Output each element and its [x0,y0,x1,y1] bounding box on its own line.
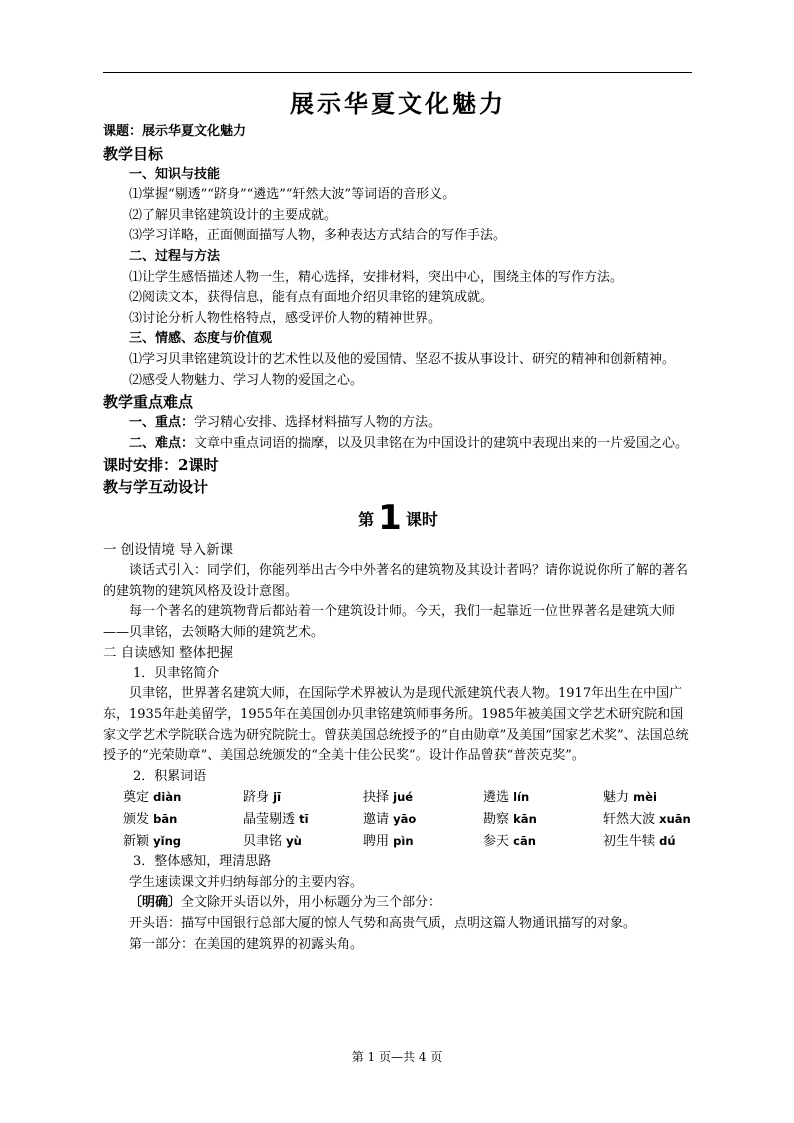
vocab-entry: 轩然大波 xuān [603,812,691,828]
lesson-suffix: 课时 [405,510,438,530]
goals-sub1: 一、知识与技能 [129,166,221,182]
vocab-entry: 新颖 yǐng [123,833,182,849]
document-body [103,86,693,955]
section2-item3: 3．整体感知，理清思路 [133,854,272,870]
goal-item: ⑴让学生感悟描述人物一生，精心选择，安排材料，突出中心，围绕主体的写作方法。 [129,269,624,285]
goal-item: ⑶学习详略，正面侧面描写人物，多种表达方式结合的写作手法。 [129,228,507,244]
goal-item: ⑴学习贝聿铭建筑设计的艺术性以及他的爱国情、坚忍不拔从事设计、研究的精神和创新精神。 [129,351,676,367]
section2-para: 第一部分：在美国的建筑界的初露头角。 [129,936,364,952]
goal-item: ⑵感受人物魅力、学习人物的爱国之心。 [129,372,364,388]
bio-paragraph: 贝聿铭，世界著名建筑大师，在国际学术界被认为是现代派建筑代表人物。1917年出生在中国广东，1935年赴美留学，1955年在美国创办贝聿铭建筑师事务所。1985年被美国文学艺术研究院和国家文学艺术学院联合选为研究院院士。曾获美国总统授予的“自由勋章”及美国“国家艺术奖”、法国总统授予的“光荣勋章”、美国总统颁发的“全美十佳公民奖”。设计作品曾获“普茨克奖”。 [103,686,689,764]
answer-text: 全文除开头语以外，用小标题分为三个部分： [181,895,442,911]
goal-item: ⑴掌握“剔透”“跻身”“遴选”“轩然大波”等词语的音形义。 [129,187,456,203]
vocab-grid [103,787,693,852]
vocab-entry: 参天 cān [483,833,536,849]
vocab-entry: 颁发 bān [123,812,178,828]
answer-label: 〔明确〕 [129,895,182,911]
section2-item2: 2．积累词语 [133,768,207,784]
lesson-number: 1 [378,498,402,539]
goal-item: ⑶讨论分析人物性格特点，感受评价人物的精神世界。 [129,310,442,326]
vocab-entry: 奠定 diàn [123,790,182,806]
vocab-entry: 晶莹剔透 tī [243,812,309,828]
section2-para: 学生速读课文并归纳每部分的主要内容。 [129,874,364,890]
vocab-entry: 魅力 mèi [603,790,657,806]
vocab-entry: 聘用 pìn [363,833,414,849]
vocab-entry: 初生牛犊 dú [603,833,676,849]
schedule-line: 课时安排：2课时 [103,456,219,475]
goals-sub2: 二、过程与方法 [129,248,221,264]
vocab-entry: 邀请 yāo [363,812,417,828]
vocab-entry: 遴选 lín [483,790,530,806]
vocab-entry: 勘察 kān [483,812,537,828]
vocab-entry: 跻身 jī [243,790,282,806]
goal-item: ⑵阅读文本，获得信息，能有点有面地介绍贝聿铭的建筑成就。 [129,290,494,306]
section2-item1: 1．贝聿铭简介 [133,665,220,681]
goal-item: ⑵了解贝聿铭建筑设计的主要成就。 [129,207,338,223]
lesson-prefix: 第 [358,510,375,530]
section2-answer [103,893,693,914]
design-heading: 教与学互动设计 [103,478,209,497]
section2-heading: 二 自读感知 整体把握 [103,645,234,662]
goals-heading: 教学目标 [103,144,164,163]
section1-para: 每一个著名的建筑物背后都站着一个建筑设计师。今天，我们一起靠近一位世界著名是建筑大师——贝聿铭，去领略大师的建筑艺术。 [103,604,676,640]
key-heading: 教学重点难点 [103,393,194,412]
document-title: 展示华夏文化魅力 [290,89,506,118]
page-footer: 第 1 页—共 4 页 [351,1050,443,1064]
focus-text: 学习精心安排、选择材料描写人物的方法。 [194,415,442,431]
focus-line [103,413,693,434]
vocab-entry: 贝聿铭 yù [243,833,302,849]
topic-line: 课题：展示华夏文化魅力 [103,124,247,139]
goals-sub3: 三、情感、态度与价值观 [129,331,273,347]
difficulty-text: 文章中重点词语的揣摩，以及贝聿铭在为中国设计的建筑中表现出来的一片爱国之心。 [194,435,689,451]
focus-label: 一、重点： [129,415,195,431]
header-rule [103,72,692,73]
section2-para: 开头语：描写中国银行总部大厦的惊人气势和高贵气质，点明这篇人物通讯描写的对象。 [129,916,637,931]
section1-heading: 一 创设情境 导入新课 [103,542,234,559]
vocab-entry: 抉择 jué [363,790,414,806]
lesson-heading [103,498,693,540]
section1-para: 谈话式引入：同学们，你能列举出古今中外著名的建筑物及其设计者吗？请你说说你所了解的著名的建筑物的建筑风格及设计意图。 [103,562,689,599]
difficulty-label: 二、难点： [129,435,195,451]
difficulty-line [103,434,693,455]
